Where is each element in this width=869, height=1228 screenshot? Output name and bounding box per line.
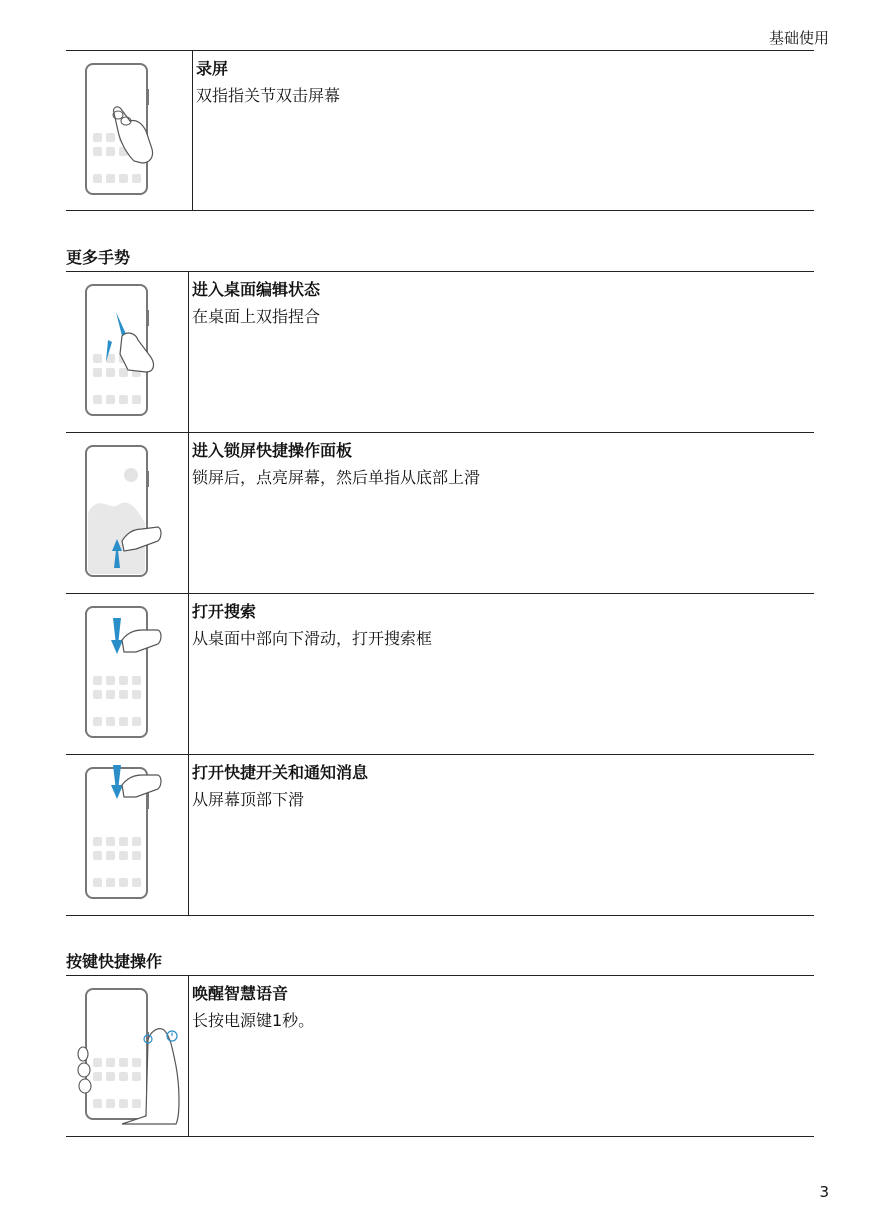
power-button-press-icon	[66, 976, 188, 1135]
table-row	[66, 51, 814, 211]
swipe-down-top-icon	[66, 755, 188, 914]
page-number: 3	[819, 1183, 829, 1201]
gesture-table-2	[66, 271, 814, 916]
description-cell	[193, 51, 815, 211]
illustration-cell	[66, 594, 189, 755]
gesture-description: 在桌面上双指捏合	[192, 307, 321, 326]
table-row	[66, 976, 814, 1137]
gesture-title: 录屏	[196, 59, 229, 78]
description-cell	[189, 976, 815, 1137]
gesture-description: 双指指关节双击屏幕	[196, 86, 341, 105]
section-title-more-gestures: 更多手势	[66, 248, 131, 267]
illustration-cell	[66, 433, 189, 594]
gesture-description: 从屏幕顶部下滑	[192, 790, 305, 809]
gesture-description: 长按电源键1秒。	[192, 1011, 315, 1030]
gesture-description: 从桌面中部向下滑动，打开搜索框	[192, 629, 433, 648]
gesture-title: 进入桌面编辑状态	[192, 280, 321, 299]
gesture-description: 锁屏后，点亮屏幕，然后单指从底部上滑	[192, 468, 481, 487]
knuckle-double-tap-icon	[66, 51, 192, 209]
table-row	[66, 433, 814, 594]
description-cell	[189, 594, 815, 755]
section-title-key-shortcuts: 按键快捷操作	[66, 952, 163, 971]
gesture-title: 进入锁屏快捷操作面板	[192, 441, 353, 460]
illustration-cell	[66, 755, 189, 916]
gesture-title: 唤醒智慧语音	[192, 984, 289, 1003]
swipe-down-middle-icon	[66, 594, 188, 753]
pinch-icon	[66, 272, 188, 431]
swipe-up-lockscreen-icon	[66, 433, 188, 592]
gesture-table-3	[66, 975, 814, 1137]
description-cell	[189, 272, 815, 433]
table-row	[66, 272, 814, 433]
illustration-cell	[66, 272, 189, 433]
table-row	[66, 594, 814, 755]
gesture-title: 打开快捷开关和通知消息	[192, 763, 369, 782]
illustration-cell	[66, 976, 189, 1137]
table-row	[66, 755, 814, 916]
running-header: 基础使用	[768, 29, 829, 47]
description-cell	[189, 433, 815, 594]
description-cell	[189, 755, 815, 916]
illustration-cell	[66, 51, 193, 211]
gesture-table-1	[66, 50, 814, 211]
gesture-title: 打开搜索	[192, 602, 257, 621]
